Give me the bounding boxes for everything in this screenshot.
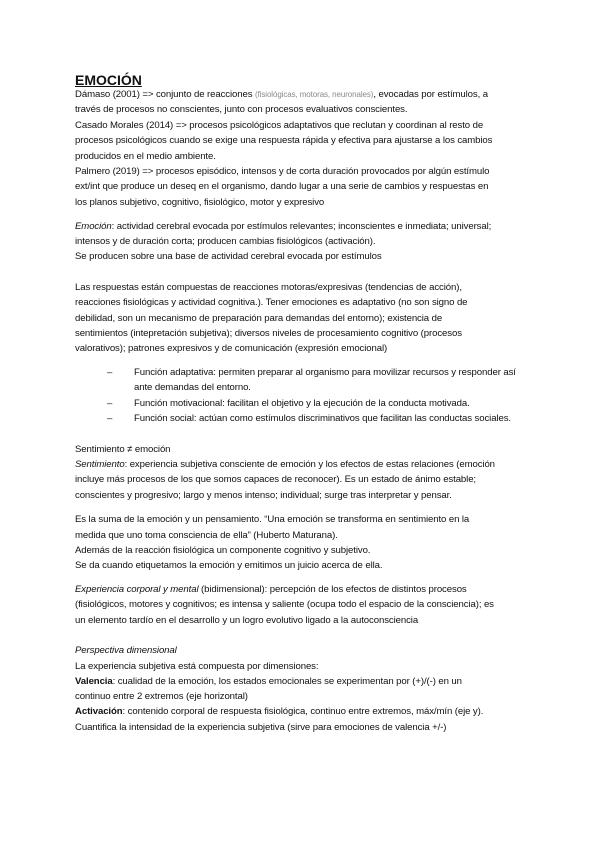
italic-term: Perspectiva dimensional: [75, 645, 177, 656]
text-line: [75, 235, 375, 248]
text-line: [75, 583, 467, 596]
text-segment: Dámaso (2001) => conjunto de reacciones: [75, 89, 255, 100]
text-line: [75, 196, 324, 209]
text-line: [75, 165, 489, 178]
text-segment: Sentimiento ≠ emoción: [75, 444, 171, 455]
text-line: [75, 473, 476, 486]
text-line: [75, 559, 382, 572]
text-segment: Función adaptativa: permiten preparar al organismo para movilizar recursos y responder así: [134, 367, 516, 378]
text-line: [75, 180, 488, 193]
text-segment: los planos subjetivo, cognitivo, fisiológico, motor y expresivo: [75, 197, 325, 208]
text-line: [75, 250, 382, 263]
text-segment: continuo entre 2 extremos (eje horizontal): [75, 691, 248, 702]
text-segment: Función motivacional: facilitan el objetivo y la ejecución de la conducta motivada.: [134, 398, 470, 409]
text-segment: , evocadas por estímulos, a: [373, 89, 488, 100]
text-segment: Además de la reacción fisiológica un componente cognitivo y subjetivo.: [75, 545, 371, 556]
text-segment: : contenido corporal de respuesta fisiológica, continuo entre extremos, máx/mín (eje y).: [122, 706, 484, 717]
bullet-dash-icon: –: [107, 413, 113, 424]
text-segment: ante demandas del entorno.: [134, 382, 251, 393]
text-segment: : actividad cerebral evocada por estímulos relevantes; inconscientes e inmediata; universal;: [111, 221, 492, 232]
italic-term: Sentimiento: [75, 459, 125, 470]
text-segment: La experiencia subjetiva está compuesta por dimensiones:: [75, 661, 319, 672]
text-line: [75, 513, 469, 526]
italic-term: Experiencia corporal y mental: [75, 584, 199, 595]
bullet-dash-icon: –: [107, 398, 113, 409]
text-line: [75, 342, 387, 355]
text-line: [75, 721, 446, 734]
grey-note: (fisiológicas, motoras, neuronales): [255, 90, 374, 99]
text-segment: producidos en el medio ambiente.: [75, 151, 216, 162]
text-line: [75, 690, 248, 703]
text-segment: debilidad, son un mecanismo de preparación para demandas del entorno); existencia de: [75, 313, 443, 324]
text-line: [75, 544, 370, 557]
text-segment: Casado Morales (2014) => procesos psicológicos adaptativos que reclutan y coordinan al resto de: [75, 120, 484, 131]
text-segment: Es la suma de la emoción y un pensamiento. “Una emoción se transforma en sentimiento en la: [75, 514, 470, 525]
text-segment: Palmero (2019) => procesos episódico, intensos y de corta duración provocados por algún estímulo: [75, 166, 490, 177]
text-segment: ext/int que produce un deseq en el organismo, dando lugar a una serie de cambios y respuestas en: [75, 181, 489, 192]
text-line: [75, 644, 177, 657]
text-segment: Las respuestas están compuestas de reacciones motoras/expresivas (tendencias de acción),: [75, 282, 462, 293]
text-line: [75, 705, 483, 718]
bullet-item: [134, 366, 516, 379]
text-segment: Cuantifica la intensidad de la experiencia subjetiva (sirve para emociones de valencia +/-): [75, 722, 447, 733]
text-segment: (fisiológicos, motores y cognitivos; es intensa y saliente (ocupa todo el espacio de la consciencia); es: [75, 599, 494, 610]
text-line: [75, 529, 338, 542]
text-line: [75, 88, 488, 101]
text-segment: reacciones fisiológicas y actividad cognitiva.). Tener emociones es adaptativo (no son signo de: [75, 297, 468, 308]
text-line: [75, 675, 462, 688]
text-line: [134, 381, 251, 394]
text-segment: medida que uno toma consciencia de ella” (Huberto Maturana).: [75, 530, 338, 541]
text-line: [75, 134, 492, 147]
bold-term: Activación: [75, 706, 123, 717]
bold-term: Valencia: [75, 676, 113, 687]
text-line: [75, 119, 483, 132]
text-line: [75, 103, 407, 116]
text-segment: Función social: actúan como estímulos discriminativos que facilitan las conductas sociales.: [134, 413, 511, 424]
text-segment: sentimientos (intepretación subjetiva); diversos niveles de procesamiento cognitivo (procesos: [75, 328, 462, 339]
text-line: [75, 312, 442, 325]
bullet-dash-icon: –: [107, 367, 113, 378]
text-line: [75, 443, 170, 456]
bullet-item: [134, 397, 470, 410]
text-line: [75, 296, 467, 309]
document-title: EMOCIÓN: [75, 72, 142, 88]
text-line: [75, 614, 418, 627]
text-segment: incluye más procesos de los que somos capaces de reconocer). Es un estado de ánimo estable;: [75, 474, 476, 485]
text-line: [75, 220, 491, 233]
text-segment: (bidimensional): percepción de los efectos de distintos procesos: [198, 584, 467, 595]
text-segment: procesos psicológicos cuando se exige una respuesta rápida y efectiva para ajustarse a los cambios: [75, 135, 493, 146]
text-segment: Se da cuando etiquetamos la emoción y emitimos un juicio acerca de ella.: [75, 560, 383, 571]
text-segment: : cualidad de la emoción, los estados emocionales se experimentan por (+)/(-) en un: [112, 676, 462, 687]
text-line: [75, 489, 452, 502]
text-segment: valorativos); patrones expresivos y de comunicación (expresión emocional): [75, 343, 388, 354]
text-segment: Se producen sobre una base de actividad cerebral evocada por estímulos: [75, 251, 382, 262]
text-segment: : experiencia subjetiva consciente de emoción y los efectos de estas relaciones (emoción: [124, 459, 495, 470]
text-line: [75, 458, 495, 471]
bullet-item: [134, 412, 511, 425]
text-segment: través de procesos no conscientes, junto con procesos evaluativos conscientes.: [75, 104, 408, 115]
text-segment: conscientes y progresivo; largo y menos intenso; individual; surge tras interpretar y pensar.: [75, 490, 452, 501]
italic-term: Emoción: [75, 221, 112, 232]
text-line: [75, 660, 318, 673]
text-line: [75, 327, 462, 340]
text-line: [75, 281, 462, 294]
text-line: [75, 150, 216, 163]
text-line: [75, 598, 494, 611]
text-segment: un elemento tardío en el desarrollo y un logro evolutivo ligado a la autoconsciencia: [75, 615, 419, 626]
text-segment: intensos y de duración corta; producen cambias fisiológicos (activación).: [75, 236, 376, 247]
